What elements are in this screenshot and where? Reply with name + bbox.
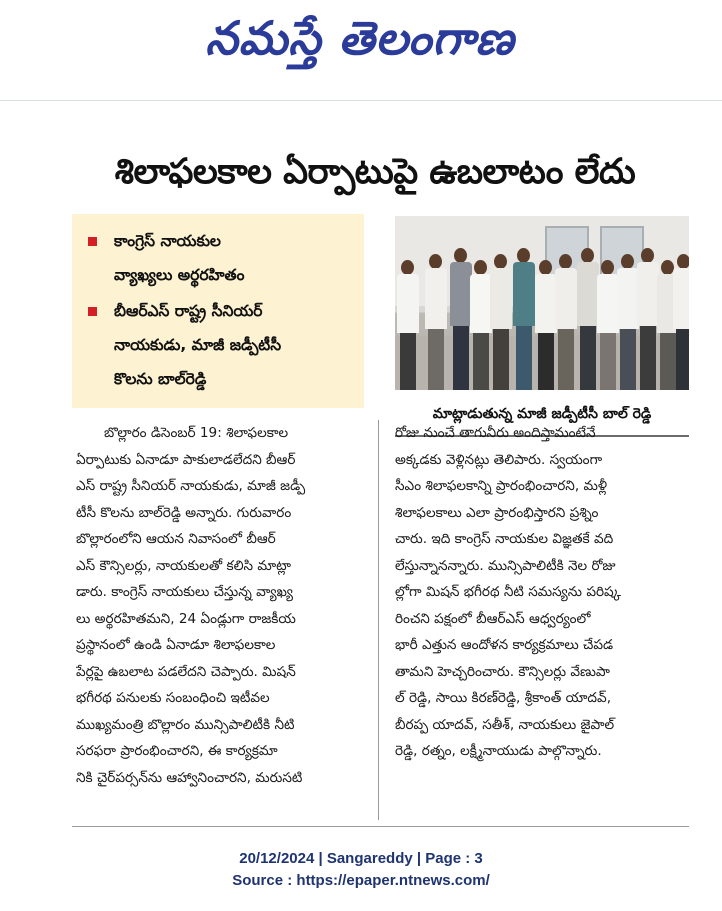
article-line: రించని పక్షంలో బీఆర్ఎస్ ఆధ్వర్యంలో xyxy=(395,610,591,627)
summary-line: కొలను బాల్‌రెడ్డి xyxy=(114,370,207,388)
masthead-logo: నమస్తే తెలంగాణ xyxy=(205,11,515,65)
summary-line: బీఆర్ఎస్ రాష్ట్ర సీనియర్ xyxy=(114,302,263,320)
bullet-square-icon xyxy=(88,307,97,316)
person-silhouette xyxy=(535,260,557,390)
person-silhouette xyxy=(555,254,577,390)
article-line: బొల్లారంలోని ఆయన నివాసంలో బీఆర్ xyxy=(76,531,276,547)
person-silhouette xyxy=(617,254,639,390)
person-silhouette xyxy=(577,248,599,390)
bullet-square-icon xyxy=(88,237,97,246)
summary-line: నాయకుడు, మాజీ జడ్పీటీసీ xyxy=(114,336,282,354)
article-line: లేస్తున్నానన్నారు. మున్సిపాలిటీకి నెల రోజు xyxy=(395,557,616,574)
masthead xyxy=(0,0,722,78)
photo-caption: మాట్లాడుతున్న మాజీ జడ్పీటీసీ బాల్ రెడ్డి xyxy=(432,406,652,422)
article-line: ఏర్పాటుకు ఏనాడూ పాకులాడలేదని బీఆర్ xyxy=(76,451,296,468)
article-column-left xyxy=(76,420,366,791)
footer-date-edition: 20/12/2024 | Sangareddy | Page : 3 xyxy=(239,850,483,867)
article-headline: శిలాఫలకాల ఏర్పాటుపై ఉబలాటం లేదు xyxy=(114,152,636,192)
article-line: ల్లోగా మిషన్ భగీరథ నీటి సమస్యను పరిష్క xyxy=(395,584,621,600)
person-silhouette xyxy=(513,248,535,390)
person-silhouette xyxy=(597,260,619,390)
summary-line: వ్యాఖ్యలు అర్థరహితం xyxy=(114,266,245,284)
article-line: టీసీ కొలను బాల్‌రెడ్డి అన్నారు. గురువారం xyxy=(76,504,292,521)
article-line: బొల్లారం డిసెంబర్ 19: శిలాఫలకాల xyxy=(104,425,289,441)
person-silhouette xyxy=(470,260,492,390)
article-line: డారు. కాంగ్రెస్ నాయకులు చేస్తున్న వ్యాఖ్య xyxy=(76,584,293,600)
article-line: రోజు నుంచే తాగునీరు అందిస్తామంటేనే xyxy=(395,425,596,441)
column-divider xyxy=(378,420,379,820)
summary-box xyxy=(72,214,364,408)
article-line: బీరప్ప యాదవ్, సతీశ్, నాయకులు జైపాల్ xyxy=(395,716,615,733)
article-line: భారీ ఎత్తున ఆందోళన కార్యక్రమాలు చేపడ xyxy=(395,637,614,653)
summary-line: కాంగ్రెస్ నాయకుల xyxy=(114,232,221,250)
article-line: అక్కడకు వెళ్లినట్లు తెలిపారు. స్వయంగా xyxy=(395,451,603,468)
article-line: నికి చైర్‌పర్సన్‌ను ఆహ్వానించారని, మరుసటి xyxy=(76,769,303,786)
article-column-right xyxy=(395,420,689,765)
article-line: సీఎం శిలాఫలకాన్ని ప్రారంభించారని, మళ్లీ xyxy=(395,478,608,494)
article-line: ఎస్ కౌన్సిలర్లు, నాయకులతో కలిసి మాట్లా xyxy=(76,557,292,574)
article-line: చారు. ఇది కాంగ్రెస్ నాయకుల విజ్ఞతకే వది xyxy=(395,531,614,547)
person-silhouette xyxy=(397,260,419,390)
article-line: తామని హెచ్చరించారు. కౌన్సిలర్లు వేణుపా xyxy=(395,663,610,680)
article-line: ఎస్ రాష్ట్ర సీనియర్ నాయకుడు, మాజీ జడ్పీ xyxy=(76,478,306,494)
article-line: లు అర్థరహితమని, 24 ఏండ్లుగా రాజకీయ xyxy=(76,610,296,627)
article-bottom-rule xyxy=(72,826,689,827)
person-silhouette xyxy=(637,248,659,390)
article-line: ల్ రెడ్డి, సాయి కిరణ్‌రెడ్డి, శ్రీకాంత్ యాదవ్, xyxy=(395,690,612,706)
footer-source: Source : https://epaper.ntnews.com/ xyxy=(232,872,490,889)
person-silhouette xyxy=(673,254,689,390)
article-line: రెడ్డి, రత్నం, లక్ష్మీనాయుడు పాల్గొన్నారు. xyxy=(395,743,602,759)
article-line: ముఖ్యమంత్రి బొల్లారం మున్సిపాలిటీకి నీటి xyxy=(76,716,295,733)
person-silhouette xyxy=(425,254,447,390)
news-photo xyxy=(395,216,689,390)
page-footer xyxy=(0,848,722,892)
person-silhouette xyxy=(450,248,472,390)
article-line: శిలాఫలకాలు ఎలా ప్రారంభిస్తారని ప్రశ్నిం xyxy=(395,504,599,521)
masthead-divider xyxy=(0,100,722,101)
article-line: భగీరథ పనులకు సంబంధించి ఇటీవల xyxy=(76,690,270,706)
article-line: సరఫరా ప్రారంభించారని, ఈ కార్యక్రమా xyxy=(76,743,278,759)
article-line: పేర్లపై ఉబలాట పడలేదని చెప్పారు. మిషన్ xyxy=(76,663,296,680)
person-silhouette xyxy=(490,254,512,390)
article-line: ప్రస్థానంలో ఉండి ఏనాడూ శిలాఫలకాల xyxy=(76,637,276,653)
